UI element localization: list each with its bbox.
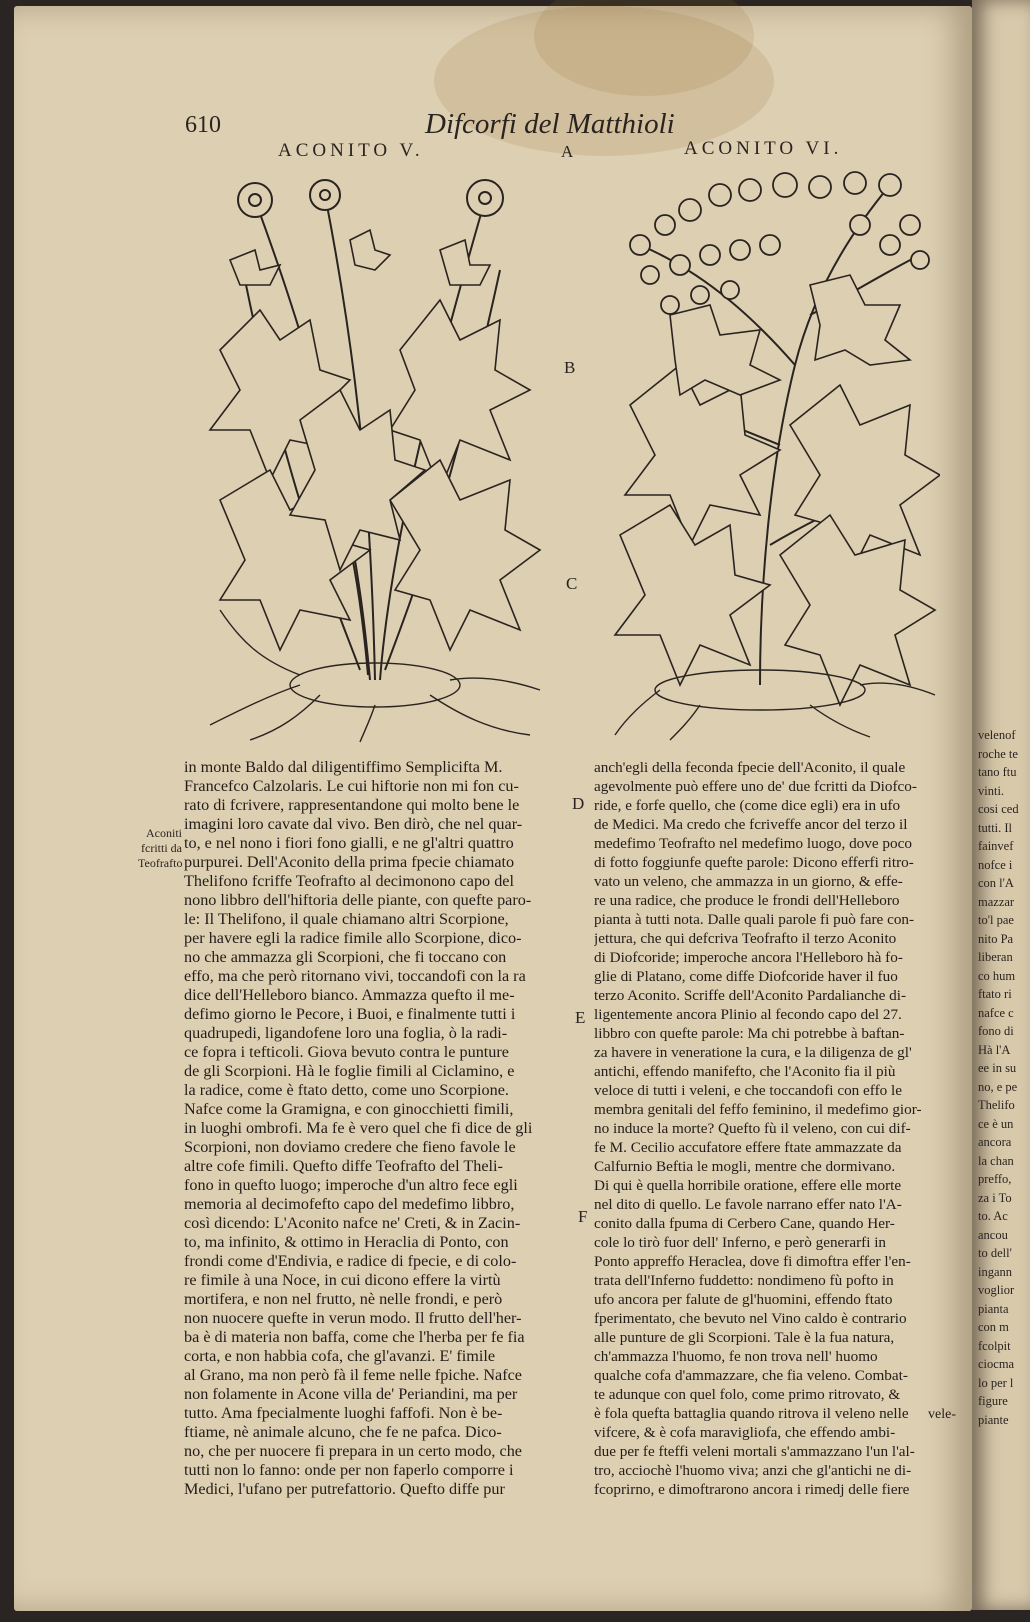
- right-column-line: glie di Platano, come diffe Diofcoride haver il fuo: [594, 968, 898, 985]
- right-column-line: trata dell'Inferno fuddetto: nondimeno fù pofto in: [594, 1272, 894, 1289]
- next-page-fragment: lo per l: [978, 1375, 1014, 1390]
- woodcut-aconito-v: [200, 170, 545, 745]
- margin-letter-a: A: [561, 142, 574, 161]
- left-column-line: ce fopra i tefticoli. Giova bevuto contra le punture: [184, 1043, 509, 1061]
- text-column-left: [184, 758, 576, 1499]
- right-column-line: è fola quefta battaglia quando ritrova il veleno nelle: [594, 1405, 909, 1422]
- left-column-line: tutto. Ama fpecialmente luoghi faffofi. Non è be-: [184, 1404, 503, 1422]
- right-column-line: fcoprirno, e dimoftrarono ancora i rimedj delle fiere: [594, 1481, 910, 1498]
- left-column-line: Francefco Calzolaris. Le cui hiftorie non mi fon cu-: [184, 777, 519, 795]
- left-column-line: la radice, come è ftato detto, come uno Scorpione.: [184, 1081, 509, 1099]
- next-page-fragment: ancou: [978, 1227, 1008, 1242]
- right-column-line: libbro con quefte parole: Ma chi potrebbe à baftan-: [594, 1025, 905, 1042]
- right-column-line: alle punture de gli Scorpioni. Tale è la fua natura,: [594, 1329, 895, 1346]
- next-page-fragment: fainvef: [978, 839, 1014, 853]
- margin-letter-c: C: [566, 574, 578, 593]
- left-column-line: imagini loro cavate dal vivo. Ben dirò, che nel quar-: [184, 815, 523, 833]
- right-column-line: tro, acciochè l'huomo viva; anzi che gl'antichi ne di-: [594, 1462, 912, 1479]
- right-column-line: fperimentato, che bevuto nel Vino caldo è contrario: [594, 1310, 907, 1327]
- next-page-fragment: fono di: [978, 1024, 1014, 1038]
- next-page-fragment: ce è un: [978, 1116, 1014, 1131]
- left-column-line: mortifera, e non nel frutto, nè nelle frondi, e però: [184, 1290, 503, 1308]
- left-column-line: Thelifono fcriffe Teofrafto al decimonono capo del: [184, 872, 514, 890]
- right-column-line: anch'egli della feconda fpecie dell'Aconito, il quale: [594, 759, 906, 776]
- left-column-line: purpurei. Dell'Aconito della prima fpecie chiamato: [184, 853, 515, 871]
- next-page-fragment: Hà l'A: [978, 1042, 1011, 1057]
- next-page-fragment: voglior: [978, 1283, 1015, 1297]
- next-page-fragment: pianta: [978, 1301, 1009, 1316]
- left-column-line: to, e nel nono i fiori fono gialli, e ne gl'altri quattro: [184, 834, 514, 852]
- next-page-fragment: figure: [978, 1394, 1008, 1408]
- right-column-line: qualche cofa d'ammazzare, che fia veleno. Combat-: [594, 1367, 908, 1384]
- next-page-fragment: tutti. Il: [978, 820, 1013, 835]
- next-page-fragment: fcolpit: [978, 1338, 1011, 1353]
- margin-letter-d: D: [572, 794, 585, 813]
- next-page-fragment: tano ftu: [978, 765, 1017, 779]
- next-page-fragment: con l'A: [978, 876, 1014, 890]
- margin-letter-f: F: [578, 1207, 588, 1226]
- next-page-fragment: ciocma: [978, 1357, 1015, 1371]
- next-page-fragment: nito Pa: [978, 931, 1014, 946]
- text-column-right: [594, 758, 962, 1499]
- right-column-line: membra genitali del feffo feminino, il medefimo gior-: [594, 1101, 922, 1118]
- right-column-line: di fotto foggiunfe quefte parole: Dicono efferfi ritro-: [594, 854, 914, 871]
- next-page-fragment: nafce c: [978, 1005, 1014, 1020]
- left-column-line: per havere egli la radice fimile allo Scorpione, dico-: [184, 929, 522, 947]
- right-column-line: veloce di tutti i veleni, e che toccandofi con effo le: [594, 1082, 902, 1099]
- left-column-line: tutti non lo fanno: onde per non faperlo comporre i: [184, 1461, 514, 1479]
- right-column-line: ride, e forfe quello, che (come dice egli) era in ufo: [594, 797, 901, 814]
- right-column-line: te adunque con quel folo, come primo ritrovato, &: [594, 1386, 901, 1403]
- page-header: [185, 108, 705, 144]
- left-column-line: altre cofe fimili. Quefto diffe Teofrafto del Theli-: [184, 1157, 503, 1175]
- right-column-line: no induce la morte? Quefto fù il veleno, con cui dif-: [594, 1120, 911, 1137]
- right-column-line: cole lo tirò fuor dell' Inferno, e però generarfi in: [594, 1234, 887, 1251]
- left-column-line: defimo giorno le Pecore, i Buoi, e finalmente tutti i: [184, 1005, 516, 1023]
- left-column-line: re fimile à una Noce, in cui dicono effere la virtù: [184, 1271, 501, 1289]
- next-page-edge: [972, 0, 1030, 1610]
- left-column-line: Medici, l'ufano per putrefattorio. Quefto diffe pur: [184, 1480, 505, 1498]
- right-column-line: conito dalla fpuma di Cerbero Cane, quando Her-: [594, 1215, 895, 1232]
- left-column-line: effo, ma che però ritornano vivi, toccandofi con la ra: [184, 967, 526, 985]
- right-column-line: ufo ancora per falute de gl'huomini, effendo ftato: [594, 1291, 893, 1308]
- figure-caption-aconito-vi: ACONITO VI.: [684, 138, 843, 159]
- right-column-line: Ponto appreffo Heraclea, dove fi dimoftra effer l'en-: [594, 1253, 911, 1270]
- left-column-line: Nafce come la Gramigna, e con ginocchietti fimili,: [184, 1100, 514, 1118]
- right-column-line: di Diofcoride; imperoche ancora l'Helleboro hà fo-: [594, 949, 903, 966]
- right-column-line: jettura, che qui defcriva Teofrafto il terzo Aconito: [594, 930, 897, 947]
- next-page-fragment: piante: [978, 1412, 1009, 1427]
- next-page-fragment: to'l pae: [978, 913, 1014, 927]
- right-column-line: agevolmente può effere uno de' due fcritti da Diofco-: [594, 778, 917, 795]
- right-column-line: antichi, effendo manifefto, che l'Aconito fia il più: [594, 1063, 896, 1080]
- right-column-line: vifcere, & è cofa maravigliofa, che effendo ambi-: [594, 1424, 896, 1441]
- next-page-fragment: to dell': [978, 1246, 1012, 1260]
- catchword: vele-: [928, 1407, 956, 1422]
- running-head: Difcorfi del Matthioli: [425, 108, 675, 140]
- margin-letter-e: E: [575, 1008, 586, 1027]
- next-page-fragment: Thelifo: [978, 1098, 1015, 1112]
- right-column-line: re una radice, che produce le frondi dell'Helleboro: [594, 892, 900, 909]
- left-column-line: memoria al decimofefto capo del medefimo libbro,: [184, 1195, 515, 1213]
- left-column-line: nono libbro dell'hiftoria delle piante, con quefte paro-: [184, 891, 532, 909]
- next-page-fragment: la chan: [978, 1153, 1014, 1168]
- left-column-line: rato di fcrivere, rappresentandone qui molto bene le: [184, 796, 520, 814]
- right-column-line: de Medici. Ma credo che fcriveffe ancor del terzo il: [594, 816, 908, 833]
- left-column-line: al Grano, ma non però fà il feme nelle fpiche. Nafce: [184, 1366, 522, 1384]
- left-column-line: le: Il Thelifono, il quale chiamano altri Scorpione,: [184, 910, 509, 928]
- next-page-fragment: ancora: [978, 1135, 1012, 1149]
- figure-caption-aconito-v: ACONITO V.: [278, 140, 424, 161]
- left-column-line: in monte Baldo dal diligentiffimo Semplicifta M.: [184, 758, 503, 776]
- next-page-fragment: vinti.: [978, 783, 1005, 798]
- left-column-line: dice dell'Helleboro bianco. Ammazza quefto il me-: [184, 986, 515, 1004]
- right-column-line: terzo Aconito. Scriffe dell'Aconito Pardalianche di-: [594, 987, 907, 1004]
- next-page-fragment: con m: [978, 1320, 1009, 1334]
- woodcut-aconito-vi: [610, 165, 940, 745]
- next-page-fragment: velenof: [978, 728, 1016, 742]
- next-page-fragment: nofce i: [978, 857, 1013, 872]
- next-page-fragment: to. Ac: [978, 1209, 1008, 1223]
- right-column-line: ligentemente ancora Plinio al fecondo capo del 27.: [594, 1006, 902, 1023]
- left-column-line: to, ma infinito, & ottimo in Heraclia di Ponto, con: [184, 1233, 509, 1251]
- next-page-fragment: za i To: [978, 1190, 1012, 1205]
- right-column-line: Calfurnio Beftia le mogli, mentre che dormivano.: [594, 1158, 896, 1175]
- left-column-line: frondi come d'Endivia, e radice di fpecie, e di colo-: [184, 1252, 517, 1270]
- right-column-line: fe M. Cecilio accufatore effere ftate ammazzate da: [594, 1139, 902, 1156]
- right-column-line: vato un veleno, che ammazza in un giorno, & effe-: [594, 873, 903, 890]
- left-column-line: corta, e non habbia cofa, che gl'avanzi. E' fimile: [184, 1347, 496, 1365]
- right-column-line: medefimo Teofrafto nel medefimo luogo, dove poco: [594, 835, 912, 852]
- next-page-fragment: ee in su: [978, 1061, 1017, 1075]
- sidenote-aconiti: Aconiti fcritti da Teofrafto: [138, 826, 183, 870]
- page-number: 610: [185, 112, 221, 138]
- next-page-fragment: ingann: [978, 1264, 1013, 1279]
- left-column-line: quadrupedi, ligandofene loro una foglia, ò la radi-: [184, 1024, 508, 1042]
- left-column-line: no che ammazza gli Scorpioni, che fi toccano con: [184, 948, 507, 966]
- next-page-fragment: mazzar: [978, 894, 1015, 909]
- left-column-line: Scorpioni, non doviamo credere che fieno favole le: [184, 1138, 516, 1156]
- next-page-fragment: preffo,: [978, 1172, 1012, 1186]
- right-column-line: za havere in veneratione la cura, e la diligenza de gl': [594, 1044, 912, 1061]
- next-page-fragment: co hum: [978, 968, 1016, 983]
- next-page-fragment: roche te: [978, 746, 1018, 761]
- left-column-line: fono in quefto luogo; imperoche d'un altro fece egli: [184, 1176, 518, 1194]
- left-column-line: ba è di materia non baffa, come che l'herba per fe fia: [184, 1328, 525, 1346]
- right-column-line: due per fe fteffi veleni mortali s'ammazzano l'un l'al-: [594, 1443, 915, 1460]
- left-column-line: in luoghi ombrofi. Ma fe è vero quel che fi dice de gli: [184, 1119, 533, 1137]
- right-column-line: Di qui è quella horribile oratione, effere elle morte: [594, 1177, 902, 1194]
- next-page-fragment: ftato ri: [978, 987, 1012, 1001]
- next-page-fragment: liberan: [978, 950, 1013, 964]
- left-column-line: così dicendo: L'Aconito nafce ne' Creti, & in Zacin-: [184, 1214, 521, 1232]
- left-column-line: de gli Scorpioni. Hà le foglie fimili al Ciclamino, e: [184, 1062, 515, 1080]
- right-column-line: ch'ammazza l'huomo, fe non trova nell' huomo: [594, 1348, 878, 1365]
- right-column-line: nel dito di quello. Le favole narrano effer nato l'A-: [594, 1196, 902, 1213]
- next-page-fragment: cosi ced: [978, 802, 1019, 816]
- left-column-line: no, che per nuocere fi prepara in un certo modo, che: [184, 1442, 522, 1460]
- left-column-line: non folamente in Acone villa de' Periandini, ma per: [184, 1385, 518, 1403]
- next-page-fragment: no, e pe: [978, 1079, 1018, 1094]
- left-column-line: non nuocere quefte in verun modo. Il frutto dell'her-: [184, 1309, 522, 1327]
- right-column-line: pianta à tutti nota. Dalle quali parole fi può fare con-: [594, 911, 915, 928]
- margin-letter-b: B: [564, 358, 576, 377]
- left-column-line: ftiame, nè animale alcuno, che fe ne pafca. Dico-: [184, 1423, 502, 1441]
